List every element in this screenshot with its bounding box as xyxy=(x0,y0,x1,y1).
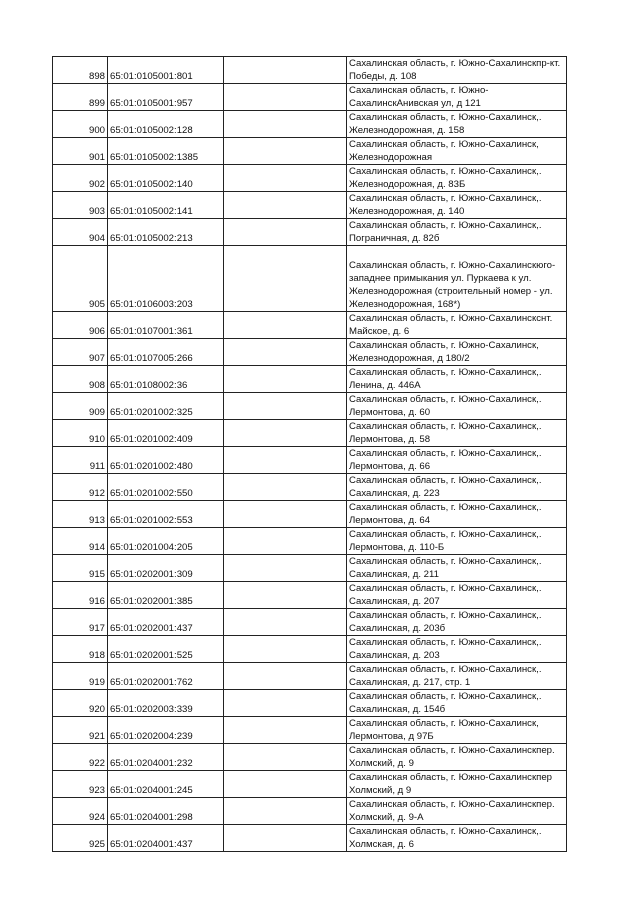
cadastral-number: 65:01:0201002:550 xyxy=(108,474,224,501)
empty-cell xyxy=(224,690,347,717)
address-cell xyxy=(347,636,567,663)
table-row xyxy=(53,501,567,528)
address-cell xyxy=(347,219,567,246)
row-number: 917 xyxy=(53,609,108,636)
table-row xyxy=(53,138,567,165)
empty-cell xyxy=(224,501,347,528)
cadastral-number: 65:01:0105002:141 xyxy=(108,192,224,219)
address-cell xyxy=(347,771,567,798)
empty-cell xyxy=(224,219,347,246)
address-line: Железнодорожная, д 180/2 xyxy=(349,353,470,364)
table-row xyxy=(53,744,567,771)
address-line: Сахалинская, д. 223 xyxy=(349,488,440,499)
table-row xyxy=(53,312,567,339)
address-line: Лермонтова, д. 66 xyxy=(349,461,431,472)
table-row xyxy=(53,57,567,84)
address-cell xyxy=(347,111,567,138)
address-cell xyxy=(347,420,567,447)
address-cell xyxy=(347,138,567,165)
row-number: 903 xyxy=(53,192,108,219)
table-row xyxy=(53,474,567,501)
address-line: Сахалинская область, г. Южно-Сахалинск,. xyxy=(349,394,542,405)
cadastral-number: 65:01:0105002:140 xyxy=(108,165,224,192)
table-row xyxy=(53,192,567,219)
row-number: 923 xyxy=(53,771,108,798)
empty-cell xyxy=(224,165,347,192)
empty-cell xyxy=(224,825,347,852)
table-row xyxy=(53,246,567,312)
empty-cell xyxy=(224,312,347,339)
address-line: Сахалинская область, г. Южно-Сахалинск,. xyxy=(349,112,542,123)
empty-cell xyxy=(224,447,347,474)
cadastral-number: 65:01:0204001:245 xyxy=(108,771,224,798)
empty-cell xyxy=(224,717,347,744)
row-number: 919 xyxy=(53,663,108,690)
address-line: западнее примыкания ул. Пуркаева к ул. xyxy=(349,273,532,284)
row-number: 911 xyxy=(53,447,108,474)
address-line: Сахалинская область, г. Южно-Сахалинск,. xyxy=(349,502,542,513)
address-line: Железнодорожная (строительный номер - ул. xyxy=(349,286,553,297)
address-cell xyxy=(347,312,567,339)
table-row xyxy=(53,393,567,420)
address-line: Сахалинская область, г. Южно-Сахалинск,. xyxy=(349,583,542,594)
address-cell xyxy=(347,690,567,717)
cell-spacer xyxy=(349,246,564,259)
address-line: Сахалинская область, г. Южно-Сахалинск,. xyxy=(349,166,542,177)
address-line: Сахалинская область, г. Южно-Сахалинск, xyxy=(349,139,539,150)
address-line: Сахалинская область, г. Южно- xyxy=(349,85,489,96)
cadastral-number: 65:01:0201002:409 xyxy=(108,420,224,447)
table-row xyxy=(53,771,567,798)
table-row xyxy=(53,798,567,825)
row-number: 922 xyxy=(53,744,108,771)
cadastral-number: 65:01:0105002:213 xyxy=(108,219,224,246)
empty-cell xyxy=(224,246,347,312)
row-number: 904 xyxy=(53,219,108,246)
address-line: Сахалинская область, г. Южно-Сахалинскпр-кт. xyxy=(349,58,561,69)
row-number: 914 xyxy=(53,528,108,555)
address-line: Сахалинская область, г. Южно-Сахалинск, xyxy=(349,718,539,729)
row-number: 906 xyxy=(53,312,108,339)
address-line: Сахалинская область, г. Южно-Сахалинскпер xyxy=(349,772,553,783)
empty-cell xyxy=(224,744,347,771)
empty-cell xyxy=(224,393,347,420)
address-line: Сахалинская область, г. Южно-Сахалинск,. xyxy=(349,664,542,675)
land-registry-table xyxy=(52,56,567,852)
cadastral-number: 65:01:0201002:553 xyxy=(108,501,224,528)
cadastral-number: 65:01:0107001:361 xyxy=(108,312,224,339)
address-cell xyxy=(347,663,567,690)
address-cell xyxy=(347,744,567,771)
cadastral-number: 65:01:0202004:239 xyxy=(108,717,224,744)
address-line: Сахалинская область, г. Южно-Сахалинскпер. xyxy=(349,745,555,756)
address-cell xyxy=(347,84,567,111)
address-cell xyxy=(347,501,567,528)
address-cell xyxy=(347,825,567,852)
address-line: Сахалинская область, г. Южно-Сахалинск,. xyxy=(349,529,542,540)
address-line: Сахалинская область, г. Южно-Сахалинскснт. xyxy=(349,313,553,324)
address-line: Железнодорожная, д. 158 xyxy=(349,125,465,136)
address-cell xyxy=(347,555,567,582)
empty-cell xyxy=(224,84,347,111)
empty-cell xyxy=(224,528,347,555)
address-line: Сахалинская область, г. Южно-Сахалинск,. xyxy=(349,610,542,621)
cadastral-number: 65:01:0105001:957 xyxy=(108,84,224,111)
table-row xyxy=(53,717,567,744)
empty-cell xyxy=(224,555,347,582)
address-line: Сахалинская, д. 217, стр. 1 xyxy=(349,677,471,688)
row-number: 909 xyxy=(53,393,108,420)
cadastral-number: 65:01:0107005:266 xyxy=(108,339,224,366)
address-line: Железнодорожная, д. 83Б xyxy=(349,179,466,190)
row-number: 899 xyxy=(53,84,108,111)
cadastral-number: 65:01:0202003:339 xyxy=(108,690,224,717)
empty-cell xyxy=(224,474,347,501)
table-row xyxy=(53,825,567,852)
address-line: Железнодорожная xyxy=(349,152,433,163)
row-number: 908 xyxy=(53,366,108,393)
cadastral-number: 65:01:0202001:385 xyxy=(108,582,224,609)
row-number: 916 xyxy=(53,582,108,609)
address-line: Победы, д. 108 xyxy=(349,71,417,82)
empty-cell xyxy=(224,366,347,393)
table-row xyxy=(53,528,567,555)
table-row xyxy=(53,366,567,393)
address-cell xyxy=(347,528,567,555)
row-number: 912 xyxy=(53,474,108,501)
cadastral-number: 65:01:0201004:205 xyxy=(108,528,224,555)
table-row xyxy=(53,582,567,609)
address-line: Сахалинская область, г. Южно-Сахалинскюго- xyxy=(349,260,556,271)
address-cell xyxy=(347,582,567,609)
address-cell xyxy=(347,165,567,192)
address-line: Холмский, д 9 xyxy=(349,785,412,796)
table-row xyxy=(53,84,567,111)
cadastral-number: 65:01:0204001:437 xyxy=(108,825,224,852)
address-line: Сахалинская область, г. Южно-Сахалинск,. xyxy=(349,691,542,702)
address-line: Сахалинская, д. 207 xyxy=(349,596,440,607)
address-line: Лермонтова, д. 60 xyxy=(349,407,431,418)
address-line: Майское, д. 6 xyxy=(349,326,410,337)
empty-cell xyxy=(224,420,347,447)
row-number: 918 xyxy=(53,636,108,663)
row-number: 905 xyxy=(53,246,108,312)
empty-cell xyxy=(224,663,347,690)
cadastral-number: 65:01:0204001:232 xyxy=(108,744,224,771)
address-line: Сахалинская область, г. Южно-Сахалинск,. xyxy=(349,826,542,837)
address-line: Сахалинская область, г. Южно-Сахалинск,. xyxy=(349,556,542,567)
table-body xyxy=(53,57,567,852)
address-line: Сахалинская область, г. Южно-Сахалинск,. xyxy=(349,475,542,486)
row-number: 913 xyxy=(53,501,108,528)
address-cell xyxy=(347,339,567,366)
table-row xyxy=(53,165,567,192)
table-row xyxy=(53,663,567,690)
empty-cell xyxy=(224,111,347,138)
cadastral-number: 65:01:0106003:203 xyxy=(108,246,224,312)
table-row xyxy=(53,690,567,717)
table-row xyxy=(53,420,567,447)
address-line: Сахалинская область, г. Южно-Сахалинск, xyxy=(349,340,539,351)
cadastral-number: 65:01:0204001:298 xyxy=(108,798,224,825)
address-line: Холмский, д. 9 xyxy=(349,758,414,769)
empty-cell xyxy=(224,138,347,165)
address-cell xyxy=(347,609,567,636)
empty-cell xyxy=(224,192,347,219)
address-line: Сахалинская область, г. Южно-Сахалинск,. xyxy=(349,421,542,432)
row-number: 902 xyxy=(53,165,108,192)
empty-cell xyxy=(224,771,347,798)
address-line: Сахалинская область, г. Южно-Сахалинск,. xyxy=(349,448,542,459)
address-line: Лермонтова, д. 64 xyxy=(349,515,431,526)
empty-cell xyxy=(224,57,347,84)
address-cell xyxy=(347,366,567,393)
address-line: Сахалинская, д. 154б xyxy=(349,704,446,715)
address-cell xyxy=(347,246,567,312)
row-number: 915 xyxy=(53,555,108,582)
address-cell xyxy=(347,474,567,501)
empty-cell xyxy=(224,798,347,825)
row-number: 907 xyxy=(53,339,108,366)
empty-cell xyxy=(224,636,347,663)
address-line: Сахалинская, д. 203б xyxy=(349,623,446,634)
table-row xyxy=(53,219,567,246)
row-number: 921 xyxy=(53,717,108,744)
row-number: 901 xyxy=(53,138,108,165)
address-line: Сахалинская область, г. Южно-Сахалинскпер. xyxy=(349,799,555,810)
row-number: 920 xyxy=(53,690,108,717)
cadastral-number: 65:01:0201002:480 xyxy=(108,447,224,474)
address-line: Лермонтова, д. 58 xyxy=(349,434,431,445)
address-line: Лермонтова, д 97Б xyxy=(349,731,434,742)
table-row xyxy=(53,636,567,663)
empty-cell xyxy=(224,609,347,636)
address-line: Холмский, д. 9-А xyxy=(349,812,424,823)
row-number: 900 xyxy=(53,111,108,138)
address-cell xyxy=(347,717,567,744)
address-cell xyxy=(347,393,567,420)
address-line: Сахалинская область, г. Южно-Сахалинск,. xyxy=(349,637,542,648)
address-cell xyxy=(347,57,567,84)
row-number: 924 xyxy=(53,798,108,825)
address-line: Сахалинская, д. 211 xyxy=(349,569,439,580)
address-line: Сахалинская область, г. Южно-Сахалинск,. xyxy=(349,367,542,378)
cadastral-number: 65:01:0201002:325 xyxy=(108,393,224,420)
address-line: Сахалинская, д. 203 xyxy=(349,650,440,661)
empty-cell xyxy=(224,339,347,366)
address-line: СахалинскАнивская ул, д 121 xyxy=(349,98,481,109)
table-row xyxy=(53,111,567,138)
address-line: Холмская, д. 6 xyxy=(349,839,414,850)
table-row xyxy=(53,609,567,636)
cadastral-number: 65:01:0108002:36 xyxy=(108,366,224,393)
cadastral-number: 65:01:0105002:1385 xyxy=(108,138,224,165)
address-line: Ленина, д. 446А xyxy=(349,380,421,391)
address-line: Железнодорожная, 168*) xyxy=(349,299,461,310)
empty-cell xyxy=(224,582,347,609)
cadastral-number: 65:01:0202001:437 xyxy=(108,609,224,636)
address-cell xyxy=(347,192,567,219)
address-cell xyxy=(347,798,567,825)
row-number: 925 xyxy=(53,825,108,852)
address-line: Сахалинская область, г. Южно-Сахалинск,. xyxy=(349,220,542,231)
table-row xyxy=(53,447,567,474)
cadastral-number: 65:01:0202001:309 xyxy=(108,555,224,582)
address-line: Железнодорожная, д. 140 xyxy=(349,206,465,217)
cadastral-number: 65:01:0105002:128 xyxy=(108,111,224,138)
row-number: 898 xyxy=(53,57,108,84)
cadastral-number: 65:01:0202001:525 xyxy=(108,636,224,663)
address-line: Сахалинская область, г. Южно-Сахалинск,. xyxy=(349,193,542,204)
table-row xyxy=(53,339,567,366)
address-cell xyxy=(347,447,567,474)
cadastral-number: 65:01:0202001:762 xyxy=(108,663,224,690)
address-line: Лермонтова, д. 110-Б xyxy=(349,542,445,553)
address-line: Пограничная, д. 82б xyxy=(349,233,440,244)
row-number: 910 xyxy=(53,420,108,447)
table-row xyxy=(53,555,567,582)
cadastral-number: 65:01:0105001:801 xyxy=(108,57,224,84)
